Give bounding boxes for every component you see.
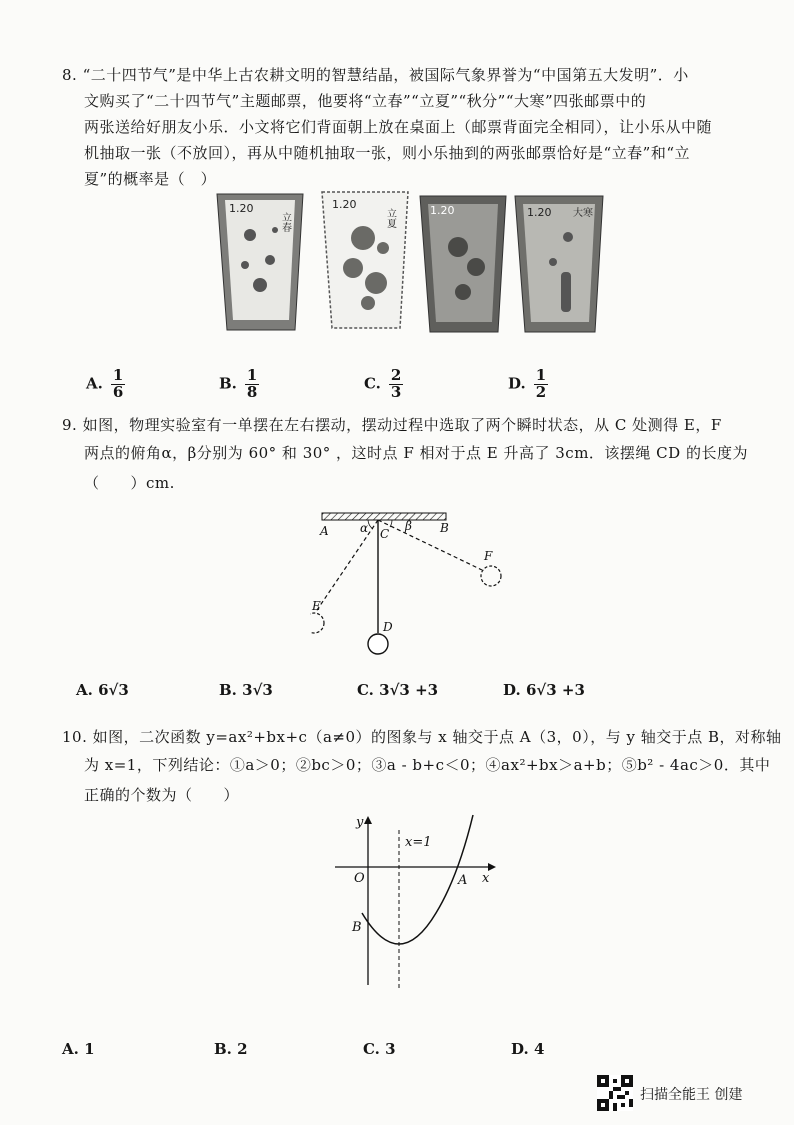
q8-option-b-fraction [245, 368, 259, 401]
q8-option-a-label: A. [86, 374, 103, 393]
q10-option-c-text: 3 [385, 1040, 396, 1058]
label-a: A [320, 524, 329, 538]
stamp-qiufen [418, 192, 508, 337]
q8-option-d-label: D. [508, 374, 526, 393]
label-symmetry-axis: x=1 [405, 835, 432, 850]
q8-option-c-num: 2 [390, 366, 402, 384]
q8-line-4: 机抽取一张（不放回），再从中随机抽取一张，则小乐抽到的两张邮票恰好是“立春”和“立 [84, 144, 691, 162]
q9-option-b[interactable] [219, 681, 273, 699]
label-o: O [354, 871, 365, 886]
q10-option-d-text: 4 [533, 1040, 545, 1058]
q8-option-b[interactable] [219, 368, 259, 401]
q8-option-a-fraction [111, 368, 125, 401]
q9-option-d-label: D. [503, 681, 521, 699]
label-beta: β [405, 519, 412, 533]
q8-option-b-label: B. [219, 374, 237, 393]
label-f: F [484, 549, 493, 563]
q10-option-b[interactable] [214, 1040, 248, 1058]
q8-option-c[interactable] [364, 368, 403, 401]
scanner-watermark-text: 扫描全能王 创建 [640, 1087, 743, 1103]
bob-e [310, 613, 324, 633]
label-d: D [383, 620, 393, 634]
bob-f [481, 566, 501, 586]
q9-option-c-label: C. [357, 681, 374, 699]
q10-option-b-label: B. [214, 1040, 232, 1058]
stamp-lichun-value: 1.20 [229, 202, 254, 215]
q8-option-a[interactable] [86, 368, 125, 401]
label-alpha: α [360, 521, 369, 535]
q8-option-b-den: 8 [246, 382, 258, 401]
label-a-point: A [458, 873, 468, 888]
q10-option-d[interactable] [511, 1040, 544, 1058]
q10-line-3: 正确的个数为（ ） [84, 786, 240, 804]
y-axis-arrow [364, 816, 372, 824]
stamp-dahan-image [513, 192, 605, 337]
stamp-dahan [513, 192, 605, 337]
label-b-point: B [352, 920, 362, 935]
q10-option-d-label: D. [511, 1040, 529, 1058]
stamp-dahan-name: 大寒 [573, 208, 593, 219]
label-e: E [312, 599, 321, 613]
q10-line-2: 为 x=1，下列结论：①a＞0；②bc＞0；③a - b+c＜0；④ax²+bx＞a+b；⑤b² - 4ac＞0．其中 [84, 756, 771, 774]
q8-option-d[interactable] [508, 368, 548, 401]
stamp-qiufen-image [418, 192, 508, 337]
stamp-lixia-value: 1.20 [332, 198, 357, 211]
pendulum-bob-d [368, 634, 388, 654]
q9-line-2: 两点的俯角α，β分别为 60° 和 30° ，这时点 F 相对于点 E 升高了 3cm．该摆绳 CD 的长度为 [84, 444, 748, 462]
label-y: y [356, 815, 364, 830]
ceiling-beam [322, 513, 446, 520]
q10-option-a[interactable] [62, 1040, 95, 1058]
q8-line-3: 两张送给好朋友小乐．小文将它们背面朝上放在桌面上（邮票背面完全相同），让小乐从中随 [84, 118, 713, 136]
q10-option-b-text: 2 [237, 1040, 248, 1058]
q9-line-3: （ ）cm. [84, 474, 175, 492]
q10-option-a-text: 1 [84, 1040, 95, 1058]
q8-option-c-den: 3 [390, 382, 402, 401]
label-b: B [440, 521, 449, 535]
q8-option-d-num: 1 [535, 366, 547, 384]
q9-option-c[interactable] [357, 681, 438, 699]
stamp-lichun-image [215, 190, 305, 335]
q9-option-c-text: 3√3 +3 [379, 681, 439, 699]
q9-line-1: 9. 如图，物理实验室有一单摆在左右摆动，摆动过程中选取了两个瞬时状态，从 C 处测得 E，F [62, 416, 722, 434]
parabola-diagram [330, 810, 500, 994]
q9-option-d-text: 6√3 +3 [525, 681, 585, 699]
q10-option-c-label: C. [363, 1040, 380, 1058]
x-axis-arrow [488, 863, 496, 871]
q9-option-a-text: 6√3 [98, 681, 129, 699]
pendulum-diagram [310, 505, 520, 664]
q8-option-b-num: 1 [246, 366, 258, 384]
q10-option-a-label: A. [62, 1040, 79, 1058]
q8-line-2: 文购买了“二十四节气”主题邮票，他要将“立春”“立夏”“秋分”“大寒”四张邮票中的 [84, 92, 647, 110]
stamp-qiufen-value: 1.20 [430, 204, 455, 217]
q8-option-a-num: 1 [112, 366, 124, 384]
label-c: C [380, 527, 390, 541]
q10-option-c[interactable] [363, 1040, 396, 1058]
q8-option-c-fraction [389, 368, 403, 401]
q9-option-a[interactable] [76, 681, 129, 699]
stamp-lichun-name: 立春 [279, 212, 291, 232]
rope-cf [378, 520, 482, 570]
q9-option-a-label: A. [76, 681, 93, 699]
q8-option-d-fraction [534, 368, 548, 401]
qr-code-icon [597, 1075, 633, 1115]
q9-option-b-text: 3√3 [242, 681, 273, 699]
label-x: x [482, 871, 490, 886]
q8-option-d-den: 2 [535, 382, 547, 401]
q8-option-c-label: C. [364, 374, 381, 393]
stamp-lixia [318, 188, 410, 333]
stamp-lichun [215, 190, 305, 335]
q9-option-d[interactable] [503, 681, 585, 699]
q8-line-5: 夏”的概率是（ ） [84, 170, 217, 188]
stamp-lixia-name: 立夏 [384, 208, 396, 228]
q8-option-a-den: 6 [112, 382, 124, 401]
q8-line-1: 8. “二十四节气”是中华上古农耕文明的智慧结晶，被国际气象界誉为“中国第五大发明”．小 [62, 66, 689, 84]
stamp-dahan-value: 1.20 [527, 206, 552, 219]
q9-option-b-label: B. [219, 681, 237, 699]
stamp-lixia-image [318, 188, 410, 333]
q10-line-1: 10. 如图，二次函数 y=ax²+bx+c（a≠0）的图象与 x 轴交于点 A（3，0），与 y 轴交于点 B，对称轴 [62, 728, 782, 746]
